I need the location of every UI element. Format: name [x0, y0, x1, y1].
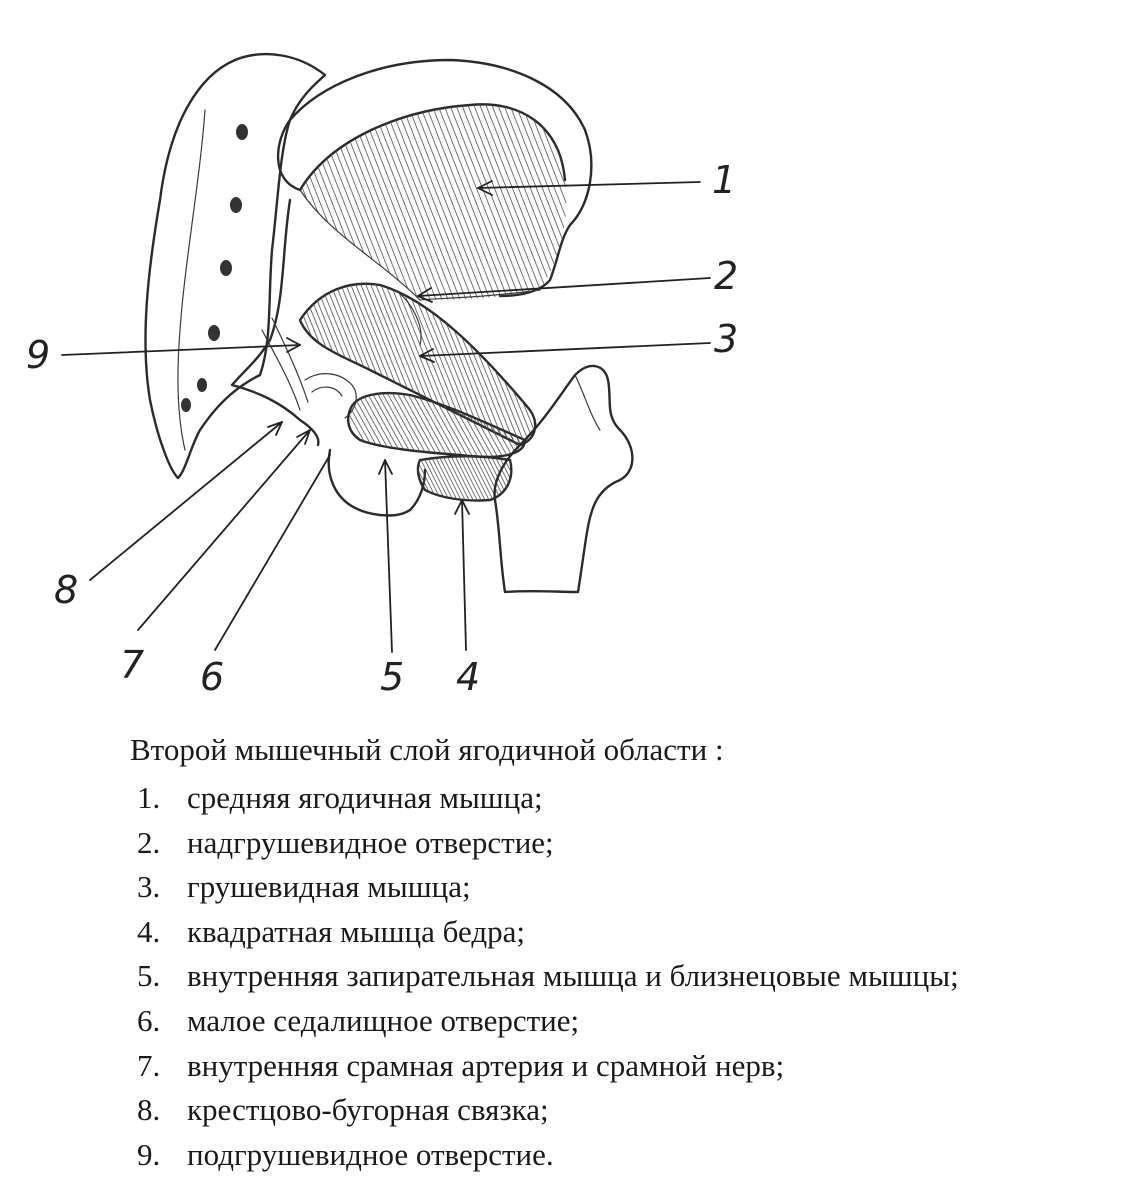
fibre-stroke — [444, 90, 534, 320]
sacrotuberous-ligament — [232, 200, 318, 445]
fibre-stroke — [550, 270, 630, 470]
fibre-stroke — [500, 380, 550, 470]
fibre-stroke — [312, 90, 402, 320]
legend-text: надгрушевидное отверстие; — [187, 824, 554, 860]
legend-item — [137, 910, 959, 955]
fibre-stroke — [396, 90, 486, 320]
fibre-stroke — [558, 90, 648, 320]
fibre-stroke — [288, 90, 378, 320]
fibre-stroke — [505, 270, 585, 470]
fibre-stroke — [535, 380, 585, 470]
fibre-stroke — [372, 90, 462, 320]
fibre-stroke — [424, 450, 454, 510]
legend-text: малое седалищное отверстие; — [187, 1002, 580, 1038]
pointer-5 — [385, 460, 392, 652]
callout-2: 2 — [714, 254, 739, 298]
fibre-stroke — [270, 270, 350, 470]
quadratus-femoris — [400, 450, 546, 510]
fibre-stroke — [420, 90, 510, 320]
fibre-stroke — [545, 380, 595, 470]
legend-list — [137, 776, 959, 1177]
pointer-2 — [418, 278, 710, 296]
legend-item — [137, 954, 959, 999]
fibre-stroke — [408, 90, 498, 320]
fibre-stroke — [515, 380, 565, 470]
fibre-stroke — [565, 270, 645, 470]
fibre-stroke — [530, 270, 610, 470]
fibre-stroke — [555, 270, 635, 470]
legend-item — [137, 776, 959, 821]
femur — [495, 366, 633, 592]
legend-item — [137, 821, 959, 866]
fibre-stroke — [432, 90, 522, 320]
legend-number: 4. — [137, 913, 161, 949]
fibre-stroke — [512, 450, 542, 510]
fibre-stroke — [385, 380, 435, 470]
callout-6: 6 — [200, 655, 225, 699]
fibre-stroke — [456, 90, 546, 320]
fibre-stroke — [240, 90, 330, 320]
fibre-stroke — [324, 90, 414, 320]
fibre-stroke — [246, 90, 336, 320]
fibre-stroke — [525, 270, 605, 470]
legend-number: 2. — [137, 824, 161, 860]
legend-text: внутренняя срамная артерия и срамной нерв; — [187, 1047, 785, 1083]
fibre-stroke — [426, 90, 516, 320]
fibre-stroke — [465, 270, 545, 470]
callout-5: 5 — [380, 655, 405, 699]
fibre-stroke — [282, 90, 372, 320]
fibre-stroke — [378, 90, 468, 320]
fibre-stroke — [252, 90, 342, 320]
sacral-foramina — [181, 124, 248, 412]
fibre-stroke — [475, 270, 555, 470]
legend-text: крестцово-бугорная связка; — [187, 1092, 549, 1128]
pointer-7 — [138, 430, 310, 630]
pointer-6 — [215, 455, 330, 650]
legend-text: грушевидная мышца; — [187, 869, 471, 905]
legend-text: подгрушевидное отверстие. — [187, 1136, 554, 1172]
fibre-stroke — [275, 270, 355, 470]
legend-number: 7. — [137, 1047, 161, 1083]
piriformis-muscle — [270, 270, 645, 470]
fibre-stroke — [480, 270, 560, 470]
legend-item — [137, 865, 959, 910]
legend-number: 3. — [137, 869, 161, 905]
callout-1: 1 — [712, 158, 737, 202]
pointer-3 — [420, 343, 710, 356]
fibre-stroke — [495, 270, 575, 470]
fibre-stroke — [516, 450, 546, 510]
fibre-stroke — [550, 380, 600, 470]
fibre-stroke — [492, 90, 582, 320]
fibre-stroke — [450, 90, 540, 320]
fibre-stroke — [545, 270, 625, 470]
fibre-stroke — [525, 380, 575, 470]
legend-number: 1. — [137, 780, 161, 815]
fibre-stroke — [460, 270, 540, 470]
legend-item — [137, 1088, 959, 1133]
callout-8: 8 — [54, 568, 79, 612]
callout-3: 3 — [714, 317, 739, 361]
pointer-8 — [90, 422, 282, 580]
fibre-stroke — [540, 380, 590, 470]
fibre-stroke — [486, 90, 576, 320]
sacrum — [145, 54, 325, 478]
fibre-stroke — [285, 270, 365, 470]
fibre-stroke — [428, 450, 458, 510]
legend-number: 6. — [137, 1002, 161, 1038]
legend-text: квадратная мышца бедра; — [187, 913, 525, 949]
fibre-stroke — [354, 90, 444, 320]
fibre-stroke — [402, 90, 492, 320]
legend-text: внутренняя запирательная мышца и близнецовые мышцы; — [187, 958, 959, 994]
fibre-stroke — [594, 90, 684, 320]
fibre-stroke — [438, 90, 528, 320]
fibre-stroke — [318, 90, 408, 320]
callout-9: 9 — [26, 333, 51, 377]
legend-number: 9. — [137, 1136, 161, 1172]
fibre-stroke — [384, 90, 474, 320]
callout-7: 7 — [120, 643, 145, 687]
legend-number: 8. — [137, 1092, 161, 1128]
gluteus-medius — [240, 60, 684, 320]
fibre-stroke — [432, 450, 462, 510]
fibre-stroke — [508, 450, 538, 510]
callout-4: 4 — [456, 655, 481, 699]
fibre-stroke — [520, 270, 600, 470]
fibre-stroke — [480, 90, 570, 320]
fibre-stroke — [505, 380, 555, 470]
fibre-stroke — [414, 90, 504, 320]
legend-item — [137, 999, 959, 1044]
legend-item — [137, 1044, 959, 1089]
pointer-4 — [462, 500, 466, 650]
fibre-stroke — [474, 90, 564, 320]
legend-text: средняя ягодичная мышца; — [187, 780, 543, 815]
fibre-stroke — [258, 90, 348, 320]
figure-caption: Второй мышечный слой ягодичной области : — [130, 732, 724, 767]
fibre-stroke — [294, 90, 384, 320]
legend-number: 5. — [137, 958, 161, 994]
